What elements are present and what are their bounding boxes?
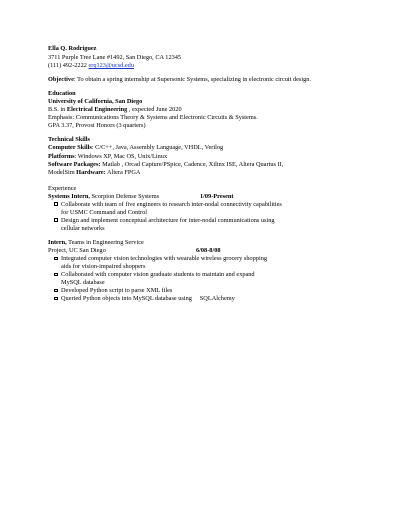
software-value: Matlab , Orcad Capture/PSpice, Cadence, Xilinx ISE, Altera Quartus II,	[100, 160, 284, 168]
job2-project: Project, UC San Diego	[48, 246, 106, 254]
bullet-text: Queried Python objects into MySQL database using SQLAlchemy	[61, 295, 235, 303]
bullet-cont: aids for vision-impaired shoppers	[61, 263, 146, 271]
objective	[48, 76, 338, 84]
hardware-label: Hardware:	[76, 168, 106, 176]
job2-subheader	[48, 247, 338, 255]
platforms-value: : Windows XP, Mac OS, Unix/Linux	[74, 152, 168, 160]
list-item	[54, 217, 338, 233]
job2-date: 6/08-8/08	[196, 246, 221, 254]
degree: Electrical Engineering	[66, 106, 128, 114]
list-item	[54, 295, 338, 303]
list-item	[54, 255, 338, 271]
bullet-text: Integrated computer vision technologies with wearable wireless grocery shopping	[61, 255, 267, 263]
job2-header	[48, 239, 338, 247]
skills-title: Technical Skills	[48, 136, 90, 144]
objective-label: Objective	[48, 76, 74, 84]
job2-role: Intern,	[48, 238, 67, 246]
bullet-text: Collaborated with computer vision graduate students to maintain and expand	[61, 271, 255, 279]
job1-role: Systems Intern,	[48, 192, 90, 200]
job1-org: Scorpion Defense Systems	[89, 192, 160, 200]
job2-bullets	[48, 255, 338, 303]
list-item	[54, 287, 338, 295]
degree-prefix: B.S. in	[48, 106, 67, 114]
gpa: GPA 3.37, Provost Honors (3 quarters)	[48, 122, 146, 130]
computer-skills-value: : C/C++, Java, Assembly Language, VHDL, Verilog	[91, 144, 224, 152]
computer-skills-label: Computer Skills	[48, 144, 92, 152]
degree-line	[48, 106, 338, 114]
hardware-value: Altera FPGA	[105, 168, 141, 176]
checkbox-bullet-icon	[54, 218, 58, 222]
checkbox-bullet-icon	[54, 289, 58, 293]
emphasis: Emphasis: Communications Theory & Systems and Electronic Circuits & Systems.	[48, 114, 258, 122]
platforms-label: Platforms	[48, 152, 75, 160]
bullet-cont: MySQL database	[61, 279, 105, 287]
list-item	[54, 271, 338, 287]
platforms	[48, 153, 338, 161]
modelsim: ModelSim	[48, 168, 77, 176]
objective-text: : To obtain a spring internship at Supersonic Systems, specializing in electronic circuit design.	[73, 76, 311, 84]
job2-org: Teams in Engineering Service	[66, 238, 144, 246]
checkbox-bullet-icon	[54, 202, 58, 206]
experience-title: Experience	[48, 184, 77, 192]
applicant-name: Ella Q. Rodriguez	[48, 45, 97, 52]
checkbox-bullet-icon	[54, 273, 58, 277]
bullet-text: Developed Python script to parse XML files	[61, 287, 173, 295]
job1-date: 1/09-Present	[200, 192, 234, 200]
software-label: Software Packages:	[48, 160, 101, 168]
computer-skills	[48, 144, 338, 152]
address: 3711 Purple Tree Lane #1492, San Diego, CA 12345	[48, 54, 182, 62]
software-packages	[48, 161, 338, 169]
bullet-text: Design and implement conceptual architecture for inter-nodal communications using	[61, 216, 275, 224]
degree-suffix: , expected June 2020	[127, 106, 182, 114]
checkbox-bullet-icon	[54, 257, 58, 261]
job1-header	[48, 193, 338, 201]
education-title: Education	[48, 90, 76, 98]
list-item	[54, 201, 338, 217]
checkbox-bullet-icon	[54, 297, 58, 301]
email-link[interactable]: erq123@ucsd.edu	[88, 62, 134, 70]
bullet-cont: cellular networks	[61, 224, 105, 232]
school: University of California, San Diego	[48, 98, 143, 106]
bullet-cont: for USMC Command and Control	[61, 208, 148, 216]
phone: (111) 492-2222	[48, 62, 87, 70]
bullet-text: Collaborate with team of five engineers to research inter-nodal connectivity capabilities	[61, 200, 282, 208]
contact-line	[48, 62, 338, 70]
hardware-line	[48, 169, 338, 177]
job1-bullets	[48, 201, 338, 233]
